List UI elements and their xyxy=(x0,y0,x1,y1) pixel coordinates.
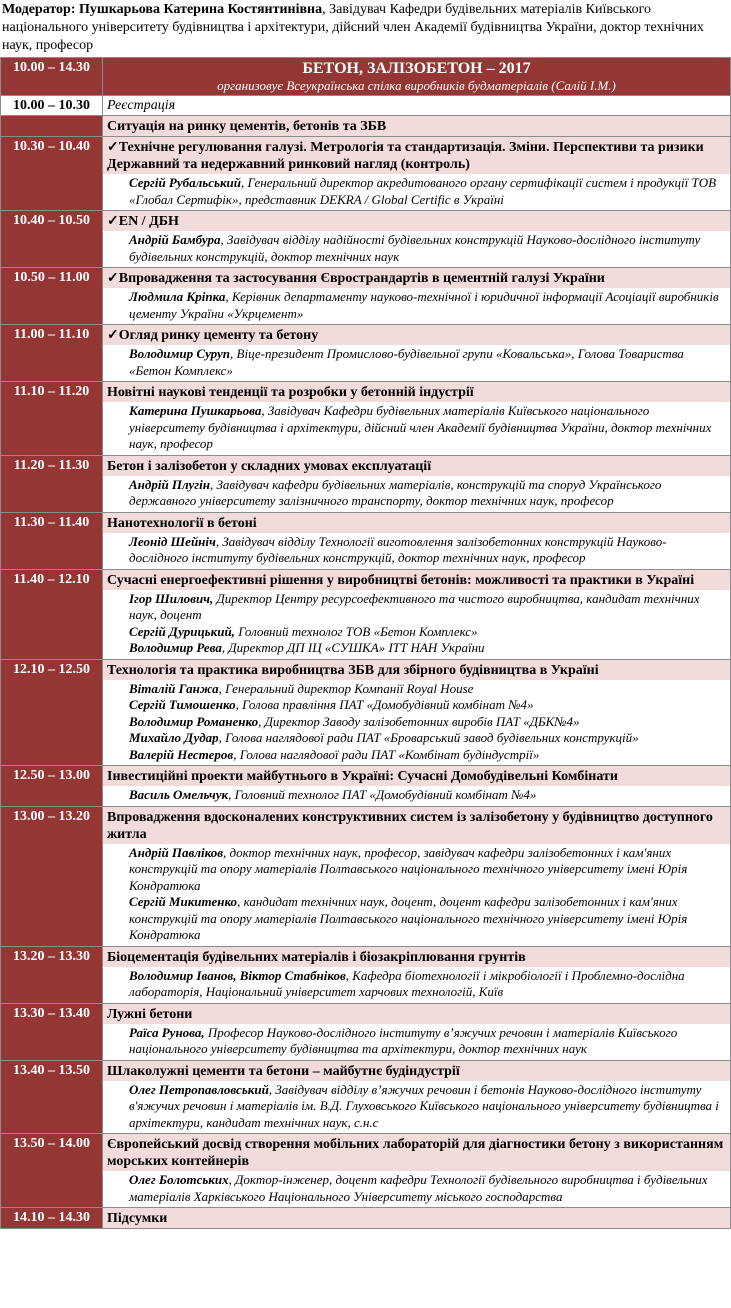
speaker-name: Людмила Кріпка xyxy=(129,289,226,304)
speaker-description: , Завідувач Кафедри будівельних матеріалів Київського національного університету будівництва і архітектури, дійсний член Академії будівництва України, доктор технічних наук, професор xyxy=(129,403,712,451)
speaker-description: , Завідувач відділу Технології виготовлення залізобетонних конструкцій Науково-дослідного інституту будівельних конструкцій, доктор технічних наук, професор xyxy=(129,533,667,565)
speaker-line xyxy=(129,289,724,322)
speaker-name: Віталій Ганжа xyxy=(129,680,219,696)
header-row xyxy=(1,58,731,96)
speaker-description: , Віце-президент Промислово-будівельної групи «Ковальська», Голова Товариства «Бетон Комплекс» xyxy=(129,346,684,378)
speaker-description: , Голова правління ПАТ «Домобудівний комбінат №4» xyxy=(235,697,534,712)
session-title xyxy=(103,1061,730,1081)
moderator-details: , Завідувач Кафедри будівельних матеріалів Київського національного університету будівництва і архітектури, дійсний член Академії будівництва України, доктор технічних наук, професор xyxy=(2,2,704,53)
speaker-description: , Кафедра біотехнології і мікробіології і Проблемно-дослідна лабораторія, Національний університет харчових технологій, Київ xyxy=(129,967,685,999)
speaker-name: Андрій Бамбура xyxy=(129,232,221,247)
session-title xyxy=(103,570,730,590)
speaker-line xyxy=(129,346,724,379)
session-title-text: Огляд ринку цементу та бетону xyxy=(118,328,319,343)
session-time: 13.40 – 13.50 xyxy=(1,1060,103,1134)
speakers-block xyxy=(103,1081,730,1134)
session-time: 13.00 – 13.20 xyxy=(1,806,103,946)
speaker-description: , Генеральний директор Компанії Royal House xyxy=(218,680,474,696)
session-title-text: EN / ДБН xyxy=(118,214,179,229)
session-content xyxy=(103,455,731,512)
speakers-block xyxy=(103,680,730,766)
session-title-text: Європейський досвід створення мобільних лабораторій для діагностики бетону з використанням морських контейнерів xyxy=(107,1137,724,1169)
session-row xyxy=(1,766,731,807)
session-row xyxy=(1,116,731,137)
speaker-line xyxy=(129,232,724,265)
session-row xyxy=(1,455,731,512)
session-content xyxy=(103,512,731,569)
checkmark-icon: ✓ xyxy=(107,140,119,155)
speaker-description: , Генеральний директор акредитованого органу сертифікації систем і продукції ТОВ «Глобал Сертифік», представник DEKRA / Global Certific в Україні xyxy=(129,175,717,207)
session-row xyxy=(1,137,731,211)
speaker-name: Леонід Шейніч xyxy=(129,533,216,549)
session-content xyxy=(103,659,731,766)
speaker-description: Головний технолог ТОВ «Бетон Комплекс» xyxy=(234,623,478,639)
registration-cell xyxy=(103,96,731,116)
session-title-text: Нанотехнології в бетоні xyxy=(107,515,257,531)
session-row xyxy=(1,382,731,456)
session-title-text: Підсумки xyxy=(107,1211,168,1226)
checkmark-icon: ✓ xyxy=(107,271,119,286)
session-row xyxy=(1,211,731,268)
session-content xyxy=(103,382,731,456)
speaker-name: Сергій Дурицький, xyxy=(129,623,235,639)
session-content xyxy=(103,1134,731,1208)
session-title xyxy=(103,766,730,786)
speakers-block xyxy=(103,402,730,455)
session-row xyxy=(1,946,731,1003)
session-content xyxy=(103,325,731,382)
speaker-line xyxy=(129,477,724,510)
session-time: 11.40 – 12.10 xyxy=(1,569,103,659)
speakers-block xyxy=(103,231,730,267)
speaker-description: , Завідувач відділу надійності будівельних конструкцій Науково-дослідного інституту будівельних конструкцій, доктор технічних наук xyxy=(129,232,701,264)
session-time: 13.20 – 13.30 xyxy=(1,946,103,1003)
speaker-name: Раїса Рунова, xyxy=(129,1024,205,1040)
session-title xyxy=(103,1004,730,1024)
speaker-name: Володимир Іванов, Віктор Стабніков xyxy=(129,967,346,983)
session-title-text: Новітні наукові тенденції та розробки у бетонній індустрії xyxy=(107,385,474,400)
speaker-line xyxy=(129,681,724,698)
speakers-block xyxy=(103,786,730,806)
header-cell xyxy=(103,58,731,96)
speakers-block xyxy=(103,533,730,569)
session-title xyxy=(103,1208,730,1228)
registration-row xyxy=(1,96,731,116)
header-time: 10.00 – 14.30 xyxy=(1,58,103,96)
speaker-name: Володимир Рева xyxy=(129,640,222,655)
speaker-description: , Головний технолог ПАТ «Домобудівний комбінат №4» xyxy=(228,787,537,802)
session-row xyxy=(1,512,731,569)
speakers-block xyxy=(103,844,730,946)
speaker-line xyxy=(129,534,724,567)
session-time: 10.40 – 10.50 xyxy=(1,211,103,268)
session-title xyxy=(103,807,730,844)
session-row xyxy=(1,325,731,382)
speaker-description: Професор Науково-дослідного інституту в’яжучих речовин і матеріалів Київського національного університету будівництва та архітектури, доктор технічних наук xyxy=(129,1024,678,1056)
moderator-name: Пушкарьова Катерина Костянтинівна xyxy=(79,2,323,17)
session-title xyxy=(103,268,730,288)
session-title-text: Інвестиційні проекти майбутнього в Україні: Сучасні Домобудівельні Комбінати xyxy=(107,769,618,784)
session-row xyxy=(1,268,731,325)
speaker-description: , Директор Заводу залізобетонних виробів ПАТ «ДБК№4» xyxy=(258,713,580,729)
session-row xyxy=(1,1134,731,1208)
session-time: 12.50 – 13.00 xyxy=(1,766,103,807)
speaker-name: Володимир Романенко xyxy=(129,713,259,729)
session-content xyxy=(103,1003,731,1060)
session-title-text: Впровадження вдосконалених конструктивних систем із залізобетону у будівництво доступного житла xyxy=(107,809,713,842)
session-title xyxy=(103,325,730,345)
speaker-name: Володимир Суруп xyxy=(129,346,231,361)
registration-time: 10.00 – 10.30 xyxy=(1,96,103,116)
speaker-description: , Керівник департаменту науково-технічної і юридичної інформації Асоціації виробників цементу України «Укрцемент» xyxy=(129,289,719,321)
speaker-line xyxy=(129,1025,724,1058)
speaker-line xyxy=(129,1172,724,1205)
session-row xyxy=(1,659,731,766)
session-title xyxy=(103,456,730,476)
speakers-block xyxy=(103,476,730,512)
speaker-line xyxy=(129,640,724,657)
speaker-line xyxy=(129,747,724,764)
session-time: 14.10 – 14.30 xyxy=(1,1208,103,1229)
speaker-line xyxy=(129,1082,724,1132)
session-content xyxy=(103,211,731,268)
speakers-block xyxy=(103,1171,730,1207)
speaker-description: , Завідувач відділу в’яжучих речовин і бетонів Науково-дослідного інституту в'яжучих речовин і матеріалів ім. В.Д. Глуховського Київського національного університету будівництва і архітектури, кандидат технічних наук, с.н.с xyxy=(129,1081,719,1130)
session-title-text: Ситуація на ринку цементів, бетонів та ЗБВ xyxy=(107,119,387,134)
speaker-description: , доктор технічних наук, професор, завідувач кафедри залізобетонних і кам'яних конструкцій та опору матеріалів Полтавського національного технічного університету імені Юрія Кондратюка xyxy=(129,844,688,893)
speaker-line xyxy=(129,845,724,895)
session-content xyxy=(103,766,731,807)
speaker-name: Ігор Шилович, xyxy=(129,590,214,606)
session-time: 13.50 – 14.00 xyxy=(1,1134,103,1208)
speaker-description: , Завідувач кафедри будівельних матеріалів, конструкцій та споруд Українського державного університету залізничного транспорту, доктор технічних наук, професор xyxy=(129,476,662,508)
session-title xyxy=(103,513,730,533)
speaker-line xyxy=(129,175,724,208)
session-title xyxy=(103,116,730,136)
session-row xyxy=(1,569,731,659)
speaker-name: Катерина Пушкарьова xyxy=(129,403,262,418)
speaker-line xyxy=(129,624,724,641)
speaker-line xyxy=(129,787,724,804)
session-title xyxy=(103,1134,730,1171)
session-time: 12.10 – 12.50 xyxy=(1,659,103,766)
session-title xyxy=(103,660,730,680)
speaker-line xyxy=(129,894,724,944)
speaker-name: Валерій Нестеров xyxy=(129,746,234,762)
session-content xyxy=(103,1060,731,1134)
program-subtitle: организовує Всеукраїнська спілка виробників будматеріалів (Салій І.М.) xyxy=(217,78,616,93)
speaker-line xyxy=(129,714,724,731)
session-title-text: Технічне регулювання галузі. Метрологія та стандартизація. Зміни. Перспективи та ризики Державний та недержавний ринковий нагляд (контроль) xyxy=(107,140,704,172)
session-content xyxy=(103,268,731,325)
speaker-description: , Доктор-інженер, доцент кафедри Технології будівельного виробництва і будівельних матеріалів Харківського Національного Університету міського господарства xyxy=(129,1172,708,1204)
session-content xyxy=(103,137,731,211)
session-row xyxy=(1,1208,731,1229)
session-title-text: Впровадження та застосування Євространдартів в цементній галузі України xyxy=(118,271,605,286)
speaker-line xyxy=(129,697,724,714)
session-time xyxy=(1,116,103,137)
speaker-description: , Голова наглядової ради ПАТ «Броварський завод будівельних конструкцій» xyxy=(218,730,639,745)
speakers-block xyxy=(103,174,730,210)
session-title-text: Сучасні енергоефективні рішення у виробництві бетонів: можливості та практики в Україні xyxy=(107,572,695,588)
session-time: 13.30 – 13.40 xyxy=(1,1003,103,1060)
session-title-text: Шлаколужні цементи та бетони – майбутнє будіндустрії xyxy=(107,1063,460,1079)
session-content xyxy=(103,116,731,137)
session-time: 11.20 – 11.30 xyxy=(1,455,103,512)
speakers-block xyxy=(103,345,730,381)
speaker-line xyxy=(129,968,724,1001)
speaker-description: Директор Центру ресурсоефективного та чистого виробництва, кандидат технічних наук, доцент xyxy=(129,590,700,622)
speaker-name: Андрій Плугін xyxy=(129,476,210,492)
session-title-text: Лужні бетони xyxy=(107,1006,193,1022)
session-title-text: Технологія та практика виробництва ЗБВ для збірного будівництва в Україні xyxy=(107,662,599,678)
speaker-name: Олег Петропавловський xyxy=(129,1081,269,1097)
session-time: 10.50 – 11.00 xyxy=(1,268,103,325)
session-content xyxy=(103,806,731,946)
session-title xyxy=(103,382,730,402)
speaker-line xyxy=(129,403,724,453)
moderator-line xyxy=(0,0,731,57)
speakers-block xyxy=(103,590,730,659)
speaker-description: , кандидат технічних наук, доцент, доцент кафедри залізобетонних і кам'яних конструкцій та опору матеріалів Полтавського національного технічного університету імені Юрія Кондратюка xyxy=(129,894,688,942)
checkmark-icon: ✓ xyxy=(107,214,119,229)
speaker-name: Сергій Микитенко xyxy=(129,894,238,909)
program-title: БЕТОН, ЗАЛІЗОБЕТОН – 2017 xyxy=(302,60,531,77)
speaker-name: Михайло Дудар xyxy=(129,730,219,745)
speakers-block xyxy=(103,288,730,324)
checkmark-icon: ✓ xyxy=(107,328,119,343)
speakers-block xyxy=(103,967,730,1003)
speaker-line xyxy=(129,730,724,747)
session-title xyxy=(103,947,730,967)
session-time: 11.10 – 11.20 xyxy=(1,382,103,456)
session-row xyxy=(1,1003,731,1060)
session-row xyxy=(1,806,731,946)
speaker-name: Сергій Тимошенко xyxy=(129,697,236,712)
speaker-name: Сергій Рубальський xyxy=(129,175,241,190)
speaker-line xyxy=(129,591,724,624)
session-content xyxy=(103,946,731,1003)
session-title-text: Бетон і залізобетон у складних умовах експлуатації xyxy=(107,458,432,474)
session-title xyxy=(103,211,730,231)
moderator-label: Модератор: xyxy=(2,2,76,17)
speaker-name: Андрій Павліков xyxy=(129,844,224,860)
speaker-description: , Голова наглядової ради ПАТ «Комбінат будіндустрії» xyxy=(233,746,540,762)
speaker-name: Олег Болотських xyxy=(129,1172,229,1187)
speaker-description: , Директор ДП ІЦ «СУШКА» ІТТ НАН України xyxy=(221,640,485,655)
program-table xyxy=(0,57,731,1229)
session-content xyxy=(103,569,731,659)
session-title-text: Біоцементація будівельних матеріалів і біозакріплювання грунтів xyxy=(107,949,526,965)
session-time: 11.00 – 11.10 xyxy=(1,325,103,382)
session-content xyxy=(103,1208,731,1229)
session-time: 10.30 – 10.40 xyxy=(1,137,103,211)
speaker-name: Василь Омельчук xyxy=(129,787,229,802)
session-time: 11.30 – 11.40 xyxy=(1,512,103,569)
registration-label: Реєстрація xyxy=(107,98,176,113)
session-title xyxy=(103,137,730,174)
speakers-block xyxy=(103,1024,730,1060)
session-row xyxy=(1,1060,731,1134)
